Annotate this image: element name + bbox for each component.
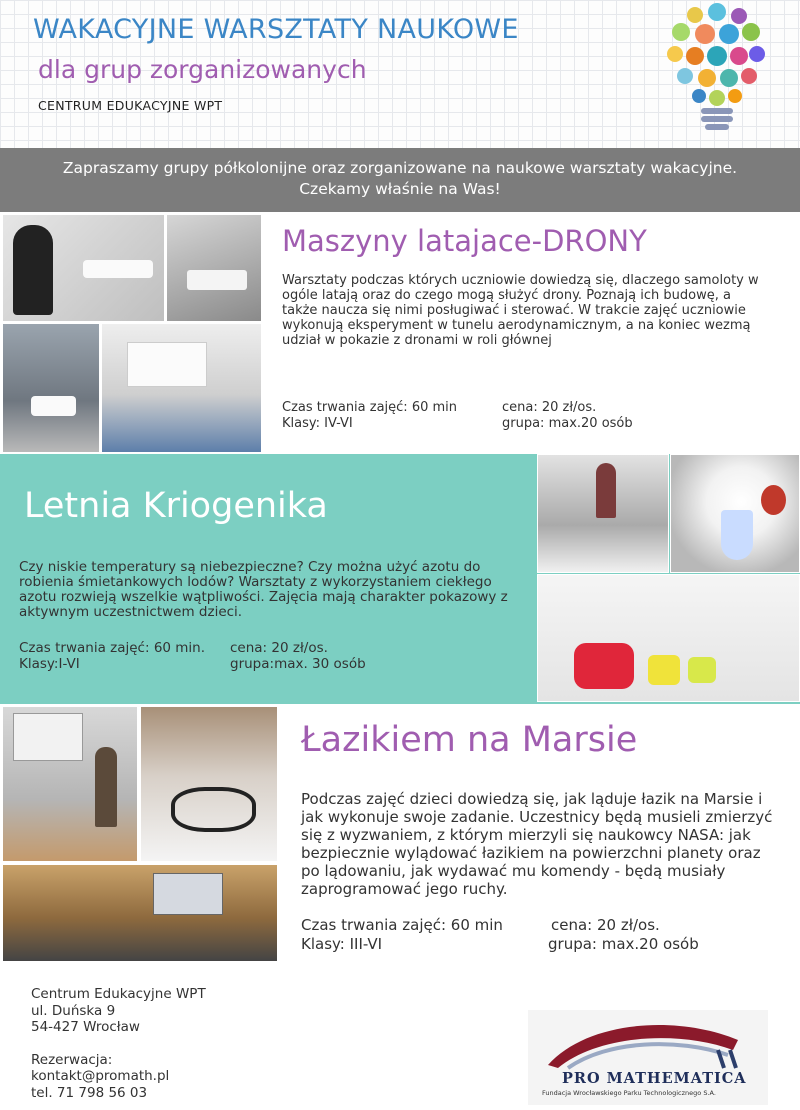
drone-photo-presenter — [2, 214, 165, 322]
email-link[interactable]: kontakt@promath.pl — [31, 1068, 170, 1084]
workshop-title: Letnia Kriogenika — [24, 486, 328, 526]
pro-mathematica-logo — [528, 1010, 768, 1105]
workshop-price: cena: 20 zł/os. — [230, 640, 328, 656]
cryo-photo-colored-liquids — [537, 574, 800, 702]
phone-number: tel. 71 798 56 03 — [31, 1084, 148, 1101]
workshop-duration: Czas trwania zajęć: 60 min. — [19, 640, 206, 656]
drone-photo-classroom — [101, 323, 262, 453]
organization-name: CENTRUM EDUKACYJNE WPT — [38, 98, 223, 113]
intro-banner — [0, 148, 800, 212]
workshop-group: grupa:max. 30 osób — [230, 656, 366, 672]
address-line-2: ul. Duńska 9 — [31, 1002, 116, 1019]
logo-name: PRO MATHEMATICA — [562, 1070, 747, 1087]
page-title: WAKACYJNE WARSZTATY NAUKOWE — [33, 14, 519, 45]
cryo-photo-demo — [537, 454, 669, 573]
drone-photo-students — [166, 214, 262, 322]
workshop-description: Czy niskie temperatury są niebezpieczne? Czy można użyć azotu do robienia śmietankowych lodów? Warsztaty z wykorzystaniem ciekłego azotu rozwieją wszelkie wątpliwości. Zajęcia mają charakter pokazowy z aktywnym uczestnictwem dzieci. — [19, 559, 508, 620]
rover-photo-track — [140, 706, 278, 862]
address-line-3: 54-427 Wrocław — [31, 1019, 140, 1035]
page-subtitle: dla grup zorganizowanych — [38, 55, 367, 84]
workshop-title: Łazikiem na Marsie — [301, 720, 638, 760]
cryo-photo-flask — [670, 454, 800, 573]
workshop-classes: Klasy: IV-VI — [282, 416, 353, 431]
workshop-description: Podczas zajęć dzieci dowiedzą się, jak ląduje łazik na Marsie i jak wykonuje swoje zadanie. Uczestnicy będą musieli zmierzyć się z wyzwaniem, z którym mierzyli się naukowcy NASA: jak bezpiecznie wylądować łazikiem na powierzchni planety oraz po lądowaniu, jak wydawać mu komendy - będą musiały zaprogramować jego ruchy. — [301, 790, 773, 898]
workshop-description: Warsztaty podczas których uczniowie dowiedzą się, dlaczego samoloty w ogóle latają oraz do czego mogą służyć drony. Poznają ich budowę, a także naucza się nimi posługiwać i sterować. W trakcie zajęć uczniowie wykonują eksperyment w tunelu aerodynamicznym, a na koniec wezmą udział w pokazie z dronami w roli głównej — [282, 273, 759, 348]
rover-photo-gym — [2, 864, 278, 962]
workshop-duration: Czas trwania zajęć: 60 min — [282, 400, 458, 415]
lightbulb-icon — [655, 0, 775, 138]
rover-photo-lecture — [2, 706, 138, 862]
drone-photo-outdoor — [2, 323, 100, 453]
logo-tagline: Fundacja Wrocławskiego Parku Technologicznego S.A. — [542, 1089, 716, 1097]
workshop-price: cena: 20 zł/os. — [551, 916, 660, 934]
workshop-classes: Klasy: III-VI — [301, 935, 383, 953]
banner-line-2: Czekamy właśnie na Was! — [299, 180, 501, 198]
header — [0, 0, 800, 148]
logo-swoosh-icon — [528, 1010, 768, 1070]
workshop-price: cena: 20 zł/os. — [502, 400, 597, 415]
reservation-label: Rezerwacja: — [31, 1051, 113, 1068]
workshop-group: grupa: max.20 osób — [548, 935, 699, 953]
workshop-mars-rover — [0, 704, 800, 964]
address-line-1: Centrum Edukacyjne WPT — [31, 986, 206, 1002]
workshop-cryogenics — [0, 454, 800, 704]
workshop-title: Maszyny latajace-DRONY — [282, 224, 647, 258]
workshop-group: grupa: max.20 osób — [502, 416, 633, 431]
workshop-classes: Klasy:I-VI — [19, 656, 80, 672]
banner-line-1: Zapraszamy grupy półkolonijne oraz zorganizowane na naukowe warsztaty wakacyjne. — [62, 159, 738, 177]
contact-info — [31, 986, 206, 1101]
workshop-duration: Czas trwania zajęć: 60 min — [301, 916, 503, 934]
workshop-drones — [0, 212, 800, 454]
